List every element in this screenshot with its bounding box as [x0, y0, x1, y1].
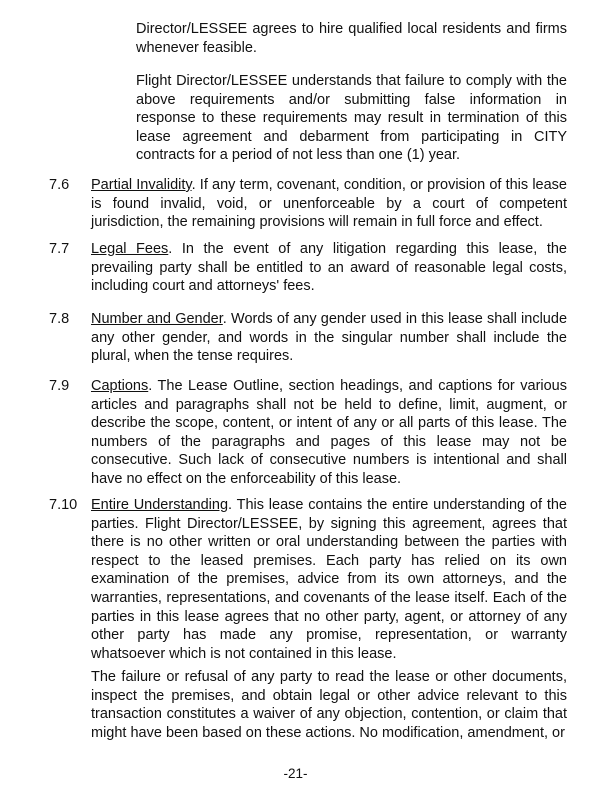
- paragraph-waiver: The failure or refusal of any party to read the lease or other documents, inspect the premises, and obtain legal or other advice relevant to this transaction constitutes a waiver of any objection, contention, or claim that might have been based on these actions. No modification, amendment, or: [91, 669, 567, 741]
- section-body: [91, 310, 567, 366]
- section-text: . Words of any gender used in this lease shall include any other gender, and words in the singular number shall include the plural, when the tense requires.: [91, 311, 568, 365]
- section-heading: Captions: [91, 378, 149, 394]
- section-heading: Number and Gender: [91, 311, 223, 327]
- section-text: . If any term, covenant, condition, or provision of this lease is found invalid, void, or unenforceable by a court of competent jurisdiction, the remaining provisions will remain in full force and effect.: [91, 177, 567, 231]
- paragraph-hiring: Director/LESSEE agrees to hire qualified local residents and firms whenever feasible.: [136, 21, 567, 56]
- section-number: 7.9: [49, 378, 70, 394]
- section-heading: Partial Invalidity: [91, 177, 192, 193]
- page-number: -21-: [283, 766, 308, 781]
- section-body: [91, 176, 567, 232]
- section-text: . This lease contains the entire understanding of the parties. Flight Director/LESSEE, by signing this agreement, agrees that there is no other written or oral understanding between the parties with respect to the leased premises. Each party has relied on its own examination of the premises, advice from its own attorneys, and the warranties, representations, and covenants of the lease itself. Each of the parties in this lease agrees that no other party, agent, or attorney of any other party has made any promise, representation, or warranty whatsoever which is not contained in this lease.: [91, 497, 567, 662]
- section-body: [91, 240, 567, 296]
- section-number: 7.10: [49, 497, 78, 513]
- section-body: [91, 496, 567, 663]
- section-number: 7.8: [49, 311, 70, 327]
- section-heading: Legal Fees: [91, 241, 169, 257]
- section-body: [91, 377, 567, 489]
- section-heading: Entire Understanding: [91, 497, 229, 513]
- section-number: 7.6: [49, 177, 70, 193]
- section-number: 7.7: [49, 241, 70, 257]
- section-text: . In the event of any litigation regarding this lease, the prevailing party shall be entitled to an award of reasonable legal costs, including court and attorneys' fees.: [91, 241, 567, 295]
- section-text: . The Lease Outline, section headings, and captions for various articles and paragraphs shall not be held to define, limit, augment, or describe the scope, content, or intent of any or all parts of this lease. The numbers of the paragraphs and pages of this lease may not be consecutive. Such lack of consecutive numbers is intentional and shall have no effect on the enforceability of this lease.: [91, 378, 567, 487]
- paragraph-compliance: Flight Director/LESSEE understands that failure to comply with the above requirements and/or submitting false information in response to these requirements may result in termination of this lease agreement and debarment from participating in CITY contracts for a period of not less than one (1) year.: [136, 73, 567, 164]
